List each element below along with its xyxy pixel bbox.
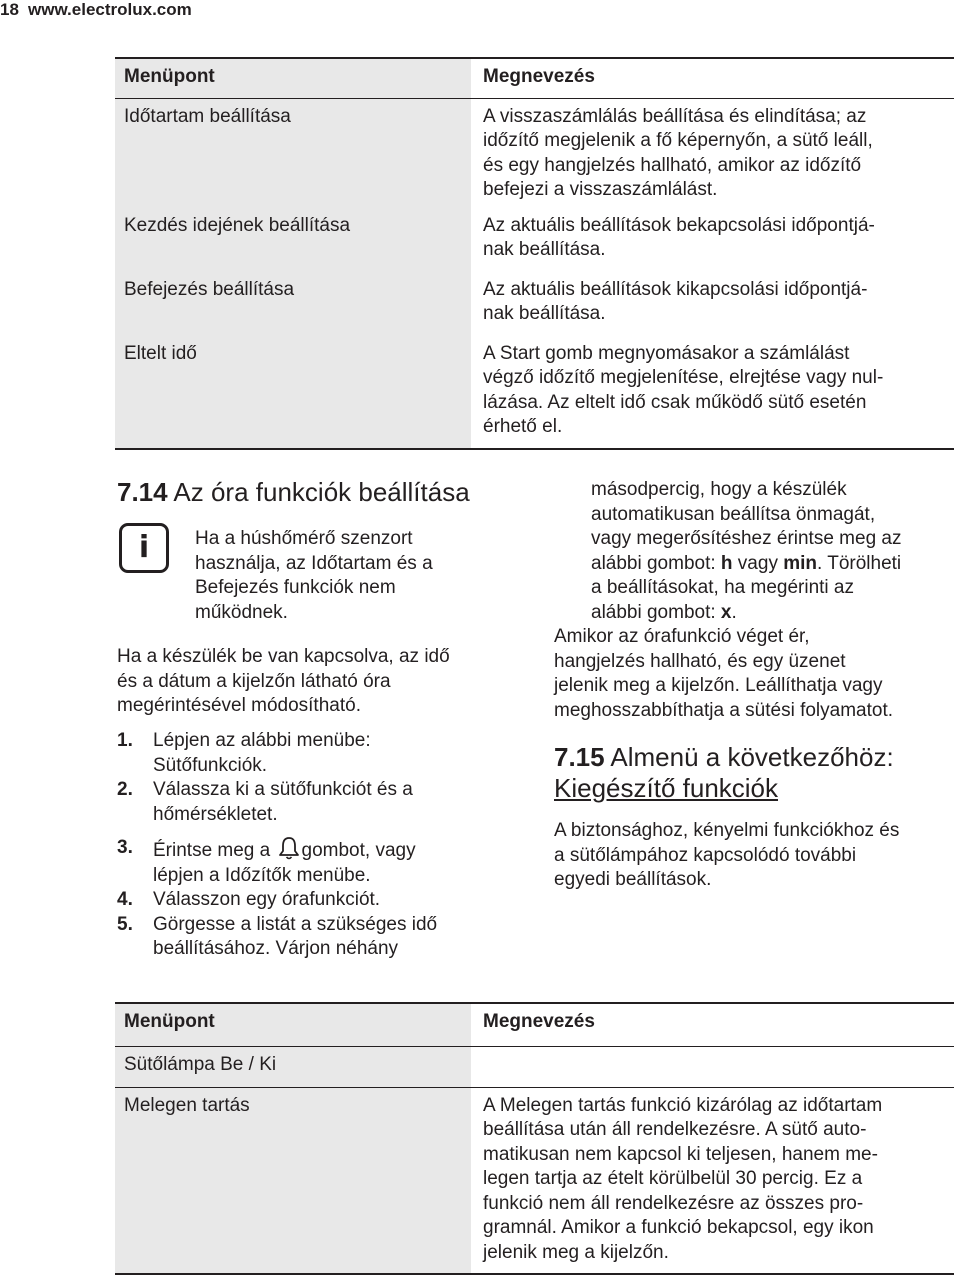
section-title-7-14	[117, 477, 470, 508]
description-line: A Start gomb megnyomásakor a számlálást	[483, 342, 850, 364]
note-line: működnek.	[195, 601, 288, 623]
paragraph-line	[591, 601, 902, 626]
table-row	[115, 1088, 954, 1273]
page-header	[0, 0, 192, 20]
description-line: befejezi a visszaszámlálást.	[483, 179, 718, 200]
description-line: végző időzítő megjelenítése, elrejtése vagy nul-	[483, 367, 884, 388]
key-h: h	[720, 552, 733, 574]
table-header-row	[115, 59, 954, 99]
table-row	[115, 208, 954, 272]
paragraph-line: automatikusan beállítsa önmagát,	[591, 503, 876, 525]
section-title-text: Az óra funkciók beállítása	[173, 477, 470, 507]
step-line: lépjen a Időzítők menübe.	[153, 864, 371, 886]
description-line: Az aktuális beállítások bekapcsolási időpontjá-	[483, 214, 875, 236]
description-line: lázása. Az eltelt idő csak működő sütő esetén	[483, 391, 867, 413]
description-line: jelenik meg a kijelzőn.	[483, 1241, 669, 1263]
note-line: Befejezés funkciók nem	[195, 577, 396, 598]
menu-item-label: Időtartam beállítása	[124, 105, 291, 127]
website-link[interactable]: www.electrolux.com	[28, 0, 192, 19]
menu-item-description	[471, 1088, 954, 1273]
menu-item-label: Befejezés beállítása	[124, 278, 295, 300]
description-line: A Melegen tartás funkció kizárólag az időtartam	[483, 1094, 883, 1116]
step-text	[153, 729, 371, 778]
table-header-row	[115, 1004, 954, 1047]
paragraph-line: a sütőlámpához kapcsolódó további	[554, 844, 857, 866]
step-number: 2.	[117, 779, 133, 800]
paragraph-line: A biztonsághoz, kényelmi funkciókhoz és	[554, 820, 900, 841]
column-header-description: Megnevezés	[471, 59, 954, 98]
description-line: matikusan nem kapcsol ki teljesen, hanem me-	[483, 1143, 878, 1165]
description-line: nak beállítása.	[483, 239, 606, 260]
step-line: Válassza ki a sütőfunkciót és a	[153, 779, 413, 800]
section-title-text: Almenü a következőhöz:	[610, 742, 894, 772]
menu-item-description	[471, 336, 954, 448]
paragraph-line: és a dátum a kijelzőn látható óra	[117, 670, 391, 692]
menu-item-label: Sütőlámpa Be / Ki	[124, 1053, 277, 1075]
paragraph-line: egyedi beállítások.	[554, 869, 712, 890]
key-x: x	[720, 601, 732, 623]
timer-end-paragraph	[554, 625, 893, 723]
key-min: min	[783, 552, 818, 574]
section-title-link[interactable]: Kiegészítő funkciók	[554, 773, 779, 803]
note-line: Ha a húshőmérő szenzort	[195, 528, 413, 549]
paragraph-line: másodpercig, hogy a készülék	[591, 479, 847, 500]
step-text-after: gombot, vagy	[301, 840, 416, 861]
menu-item-label: Eltelt idő	[124, 342, 197, 364]
table-row	[115, 99, 954, 208]
menu-item-label: Melegen tartás	[124, 1094, 250, 1116]
step-number: 3.	[117, 837, 133, 858]
table-row	[115, 336, 954, 448]
step-line: Lépjen az alábbi menübe:	[153, 730, 371, 751]
paragraph-line	[591, 552, 902, 577]
section-title-line	[554, 742, 894, 773]
note-line: használja, az Időtartam és a	[195, 552, 433, 574]
settings-table-1	[115, 57, 954, 450]
description-line: érhető el.	[483, 416, 563, 437]
step-text	[153, 913, 437, 962]
paragraph-line: megérintésével módosítható.	[117, 695, 361, 716]
text-span: . Törölheti	[817, 552, 902, 574]
step-text	[153, 836, 416, 888]
table-row	[115, 272, 954, 336]
menu-item-description	[471, 272, 954, 336]
step-item	[117, 778, 537, 827]
steps-continuation	[591, 478, 902, 625]
step-number: 4.	[117, 889, 133, 910]
menu-item-description	[471, 99, 954, 208]
step-line: Görgesse a listát a szükséges idő	[153, 913, 438, 935]
section-title-7-15	[554, 742, 894, 804]
intro-paragraph	[117, 645, 450, 719]
section-number: 7.15	[554, 742, 605, 772]
description-line: beállítása után áll rendelkezésre. A sütő auto-	[483, 1119, 867, 1140]
column-header-menu-item: Menüpont	[124, 1011, 215, 1032]
text-span: .	[731, 601, 737, 623]
description-line: nak beállítása.	[483, 303, 606, 324]
description-line: funkció nem áll rendelkezésre az összes pro-	[483, 1192, 864, 1214]
step-number: 1.	[117, 730, 133, 751]
step-item	[117, 913, 537, 962]
paragraph-line: hangjelzés hallható, és egy üzenet	[554, 650, 846, 672]
step-line: Sütőfunkciók.	[153, 754, 268, 776]
paragraph-line: vagy megerősítéshez érintse meg az	[591, 528, 902, 549]
step-item	[117, 888, 537, 913]
description-line: legen tartja az ételt körülbelül 30 percig. Ez a	[483, 1168, 863, 1189]
table-row	[115, 1047, 954, 1088]
step-number: 5.	[117, 913, 133, 935]
description-line: Az aktuális beállítások kikapcsolási időpontjá-	[483, 278, 868, 300]
text-span: vagy	[732, 552, 784, 574]
step-text-before: Érintse meg a	[153, 840, 271, 861]
step-item	[117, 836, 537, 888]
section-number: 7.14	[117, 477, 168, 507]
description-line: időzítő megjelenik a fő képernyőn, a sütő leáll,	[483, 130, 873, 151]
step-item	[117, 729, 537, 778]
menu-item-label: Kezdés idejének beállítása	[124, 214, 351, 236]
step-line: beállításához. Várjon néhány	[153, 938, 399, 959]
description-line: A visszaszámlálás beállítása és elindítása; az	[483, 105, 867, 127]
info-icon: i	[119, 523, 169, 573]
step-text: Válasszon egy órafunkciót.	[153, 889, 381, 910]
text-span: alábbi gombot:	[591, 552, 721, 574]
paragraph-line: Amikor az órafunkció véget ér,	[554, 626, 810, 647]
bell-icon	[278, 836, 300, 860]
column-header-menu-item: Menüpont	[124, 66, 215, 87]
paragraph-line: Ha a készülék be van kapcsolva, az idő	[117, 646, 450, 667]
text-span: alábbi gombot:	[591, 601, 721, 623]
page-number: 18	[0, 0, 19, 19]
section-7-15-body	[554, 819, 899, 893]
step-text	[153, 778, 413, 827]
settings-table-2	[115, 1002, 954, 1275]
menu-item-description	[471, 1047, 954, 1087]
steps-list	[117, 729, 537, 962]
paragraph-line: jelenik meg a kijelzőn. Leállíthatja vagy	[554, 675, 883, 696]
info-note	[195, 527, 433, 625]
paragraph-line: a beállításokat, ha megérinti az	[591, 577, 854, 598]
description-line: és egy hangjelzés hallható, amikor az időzítő	[483, 154, 862, 176]
description-line: gramnál. Amikor a funkció bekapcsol, egy ikon	[483, 1217, 874, 1238]
column-header-description: Megnevezés	[471, 1004, 954, 1046]
step-line: hőmérsékletet.	[153, 803, 278, 825]
paragraph-line: meghosszabbíthatja a sütési folyamatot.	[554, 699, 894, 721]
menu-item-description	[471, 208, 954, 272]
